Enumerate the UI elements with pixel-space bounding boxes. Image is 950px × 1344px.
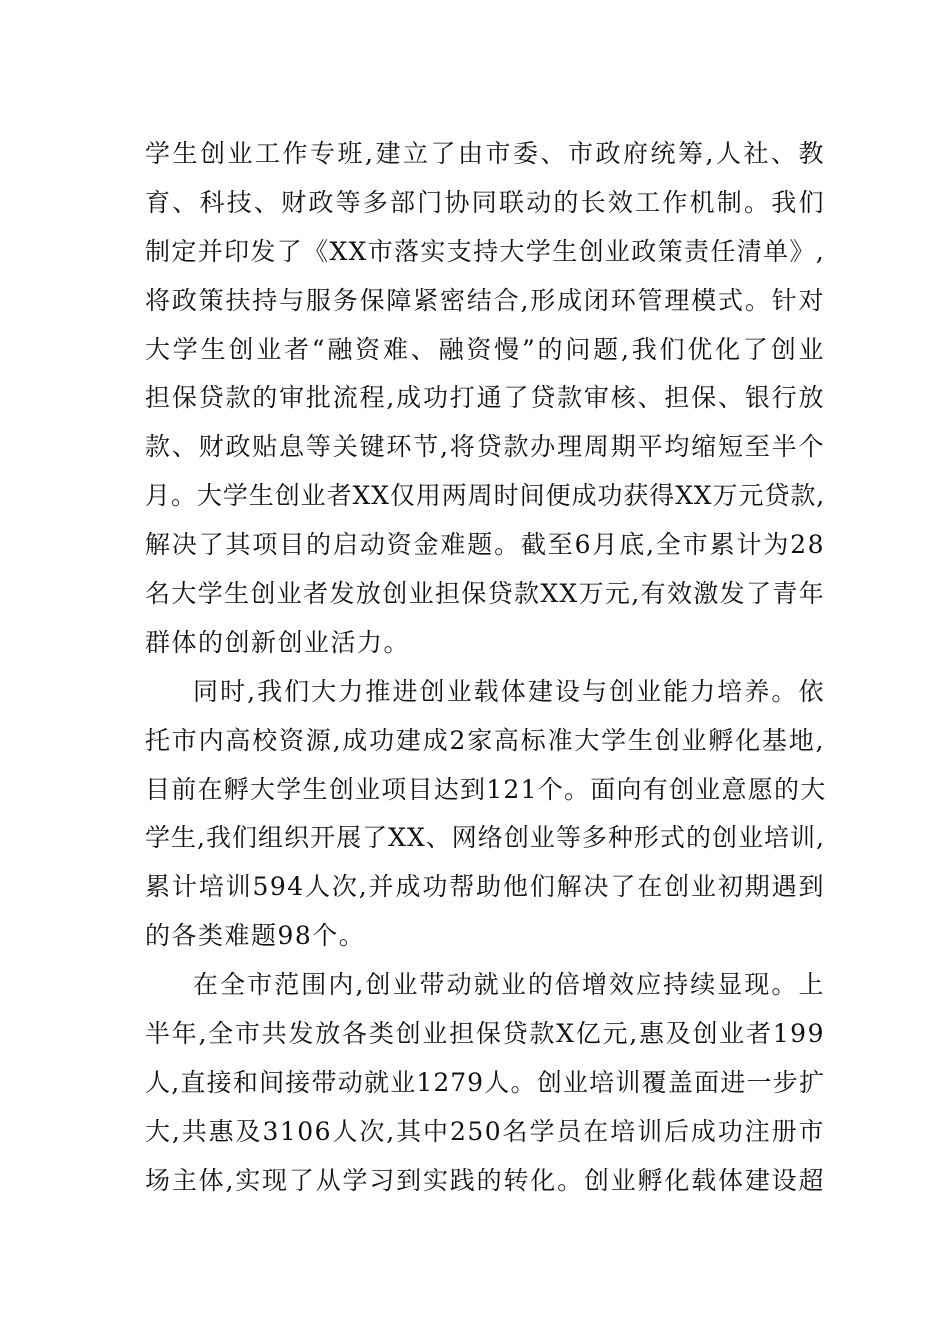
text-line: 款、财政贴息等关键环节,将贷款办理周期平均缩短至半个 bbox=[145, 432, 825, 462]
text-line: 学生创业工作专班,建立了由市委、市政府统筹,人社、教 bbox=[145, 139, 825, 168]
text-line: 群体的创新创业活力。 bbox=[145, 627, 411, 657]
text-line: 担保贷款的审批流程,成功打通了贷款审核、担保、银行放 bbox=[145, 383, 825, 413]
text-line: 大,共惠及3106人次,其中250名学员在培训后成功注册市 bbox=[145, 1116, 825, 1146]
text-line: 的各类难题98个。 bbox=[145, 921, 366, 951]
text-line: 半年,全市共发放各类创业担保贷款X亿元,惠及创业者199 bbox=[145, 1019, 825, 1049]
text-line: 场主体,实现了从学习到实践的转化。创业孵化载体建设超 bbox=[145, 1165, 825, 1195]
text-line: 目前在孵大学生创业项目达到121个。面向有创业意愿的大 bbox=[145, 774, 827, 804]
paragraph-first-line: 在全市范围内,创业带动就业的倍增效应持续显现。上 bbox=[193, 970, 825, 1000]
paragraph-first-line: 同时,我们大力推进创业载体建设与创业能力培养。依 bbox=[193, 676, 825, 706]
text-line: 将政策扶持与服务保障紧密结合,形成闭环管理模式。针对 bbox=[145, 285, 825, 315]
text-line: 月。大学生创业者XX仅用两周时间便成功获得XX万元贷款, bbox=[145, 481, 825, 511]
text-line: 学生,我们组织开展了XX、网络创业等多种形式的创业培训, bbox=[145, 823, 825, 853]
text-line: 托市内高校资源,成功建成2家高标准大学生创业孵化基地, bbox=[145, 725, 825, 755]
body-text bbox=[145, 130, 825, 1206]
text-line: 育、科技、财政等多部门协同联动的长效工作机制。我们 bbox=[145, 187, 825, 217]
text-line: 累计培训594人次,并成功帮助他们解决了在创业初期遇到 bbox=[145, 872, 825, 902]
text-line: 名大学生创业者发放创业担保贷款XX万元,有效激发了青年 bbox=[145, 579, 825, 609]
text-line: 人,直接和间接带动就业1279人。创业培训覆盖面进一步扩 bbox=[145, 1067, 825, 1097]
text-line: 解决了其项目的启动资金难题。截至6月底,全市累计为28 bbox=[145, 530, 825, 560]
text-line: 大学生创业者“融资难、融资慢”的问题,我们优化了创业 bbox=[145, 334, 825, 364]
text-line: 制定并印发了《XX市落实支持大学生创业政策责任清单》, bbox=[145, 236, 825, 266]
